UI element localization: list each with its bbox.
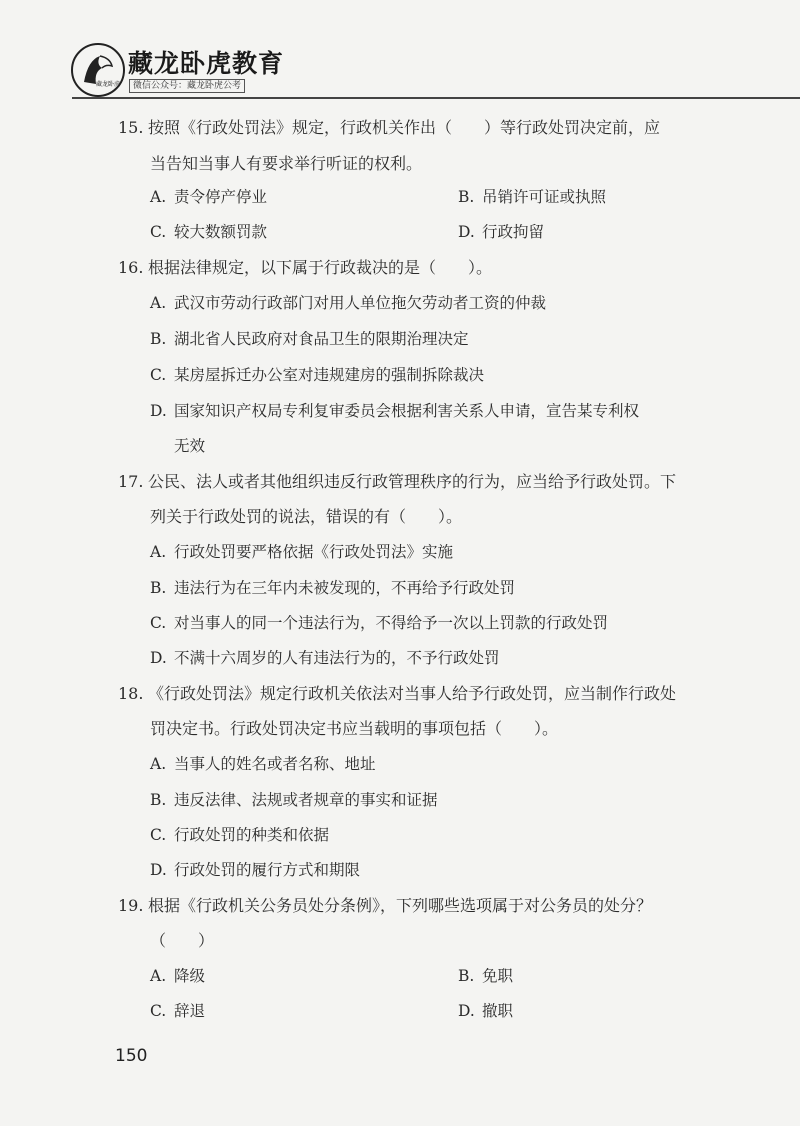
question-text-continued: （ ） bbox=[150, 931, 215, 950]
question-text-continued: 罚决定书。行政处罚决定书应当载明的事项包括（ ）。 bbox=[150, 719, 559, 738]
question-18 bbox=[118, 683, 718, 705]
question-19 bbox=[118, 895, 718, 917]
option-b: B. 湖北省人民政府对食品卫生的限期治理决定 bbox=[150, 330, 469, 348]
option-a: A. 责令停产停业 bbox=[150, 188, 268, 206]
option-c: C. 较大数额罚款 bbox=[150, 223, 268, 241]
option-b: B. 吊销许可证或执照 bbox=[458, 188, 607, 206]
logo-icon bbox=[70, 42, 126, 98]
option-d: D. 撤职 bbox=[458, 1002, 514, 1020]
question-text: 按照《行政处罚法》规定，行政机关作出（ ）等行政处罚决定前，应 bbox=[148, 118, 661, 137]
brand-subtitle: 微信公众号：藏龙卧虎公考 bbox=[129, 79, 245, 93]
question-15 bbox=[118, 117, 718, 139]
option-d: D. 行政拘留 bbox=[458, 223, 545, 241]
option-c: C. 行政处罚的种类和依据 bbox=[150, 826, 330, 844]
option-d: D. 行政处罚的履行方式和期限 bbox=[150, 861, 361, 879]
option-a: A. 行政处罚要严格依据《行政处罚法》实施 bbox=[150, 543, 454, 561]
question-number: 18. bbox=[118, 684, 144, 703]
option-a: A. 降级 bbox=[150, 967, 206, 985]
option-d: D. 国家知识产权局专利复审委员会根据利害关系人申请，宣告某专利权 bbox=[150, 402, 640, 420]
question-number: 17. bbox=[118, 472, 144, 491]
option-d: D. 不满十六周岁的人有违法行为的，不予行政处罚 bbox=[150, 649, 500, 667]
option-c: C. 对当事人的同一个违法行为，不得给予一次以上罚款的行政处罚 bbox=[150, 614, 609, 632]
option-d-continued: 无效 bbox=[174, 437, 206, 455]
page-number: 150 bbox=[115, 1046, 148, 1066]
option-a: A. 当事人的姓名或者名称、地址 bbox=[150, 755, 376, 773]
question-number: 16. bbox=[118, 258, 144, 277]
question-text: 公民、法人或者其他组织违反行政管理秩序的行为，应当给予行政处罚。下 bbox=[148, 472, 677, 491]
option-a: A. 武汉市劳动行政部门对用人单位拖欠劳动者工资的仲裁 bbox=[150, 294, 547, 312]
question-number: 15. bbox=[118, 118, 144, 137]
option-c: C. 辞退 bbox=[150, 1002, 206, 1020]
question-text-continued: 当告知当事人有要求举行听证的权利。 bbox=[150, 154, 423, 173]
question-17 bbox=[118, 471, 718, 493]
header-divider bbox=[72, 97, 800, 99]
question-text: 根据《行政机关公务员处分条例》，下列哪些选项属于对公务员的处分？ bbox=[148, 896, 653, 915]
logo-caption: 藏龙卧虎 bbox=[95, 81, 121, 88]
question-text: 《行政处罚法》规定行政机关依法对当事人给予行政处罚，应当制作行政处 bbox=[148, 684, 677, 703]
option-c: C. 某房屋拆迁办公室对违规建房的强制拆除裁决 bbox=[150, 366, 485, 384]
option-b: B. 违反法律、法规或者规章的事实和证据 bbox=[150, 791, 438, 809]
option-b: B. 免职 bbox=[458, 967, 514, 985]
option-b: B. 违法行为在三年内未被发现的，不再给予行政处罚 bbox=[150, 579, 516, 597]
brand-title: 藏龙卧虎教育 bbox=[128, 49, 285, 78]
question-text-continued: 列关于行政处罚的说法，错误的有（ ）。 bbox=[150, 507, 463, 526]
question-16 bbox=[118, 257, 718, 279]
question-number: 19. bbox=[118, 896, 144, 915]
question-text: 根据法律规定，以下属于行政裁决的是（ ）。 bbox=[148, 258, 493, 277]
page-header bbox=[0, 0, 800, 100]
